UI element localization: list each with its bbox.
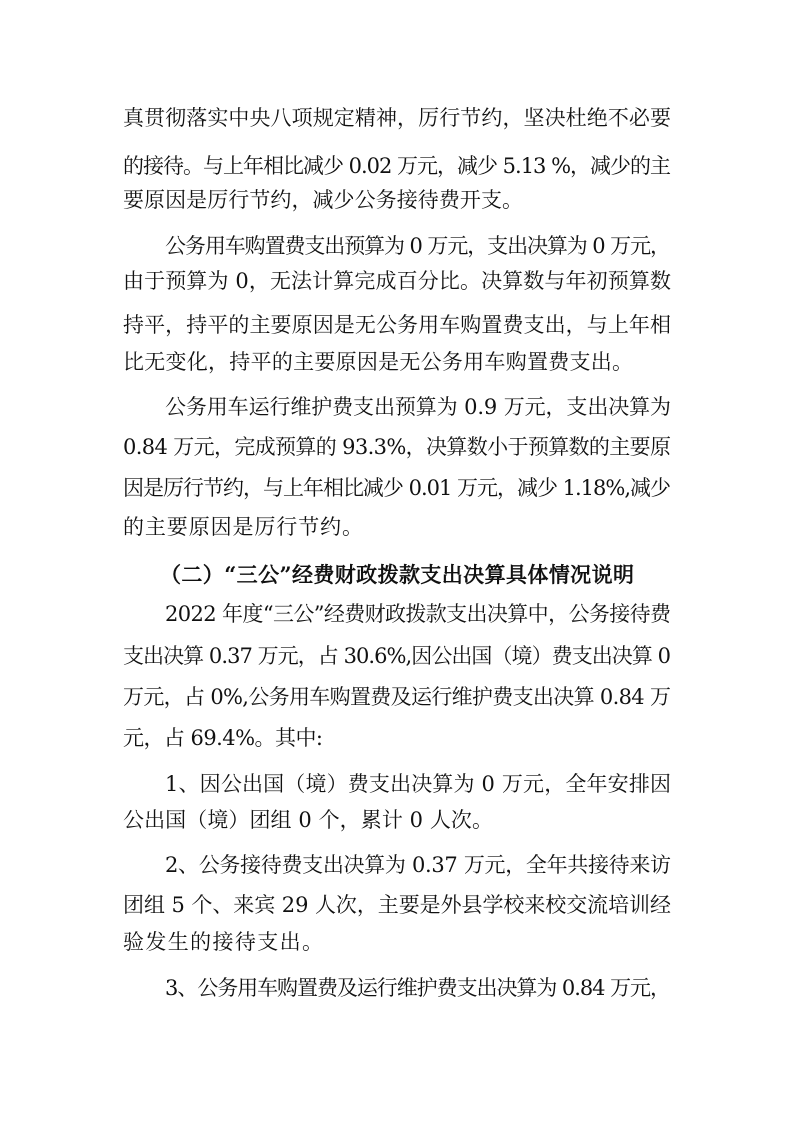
- text-line-18: 2、公务接待费支出决算为 0.37 万元，全年共接待来访: [165, 853, 671, 877]
- text-line-8: 公务用车运行维护费支出预算为 0.9 万元，支出决算为: [165, 395, 671, 419]
- text-line-5: 由于预算为 0，无法计算完成百分比。决算数与年初预算数: [123, 269, 672, 293]
- text-line-13: 支出决算 0.37 万元，占 30.6%,因公出国（境）费支出决算 0: [123, 644, 671, 668]
- text-line-6: 持平，持平的主要原因是无公务用车购置费支出，与上年相: [123, 313, 672, 337]
- text-line-10: 因是厉行节约，与上年相比减少 0.01 万元，减少 1.18%,减少: [123, 476, 670, 500]
- text-line-7: 比无变化，持平的主要原因是无公务用车购置费支出。: [123, 350, 634, 374]
- text-line-21: 3、公务用车购置费及运行维护费支出决算为 0.84 万元，: [165, 976, 670, 1000]
- text-line-1: 真贯彻落实中央八项规定精神，厉行节约，坚决杜绝不必要: [123, 106, 672, 130]
- text-line-12: 2022 年度“三公”经费财政拨款支出决算中，公务接待费: [165, 602, 671, 626]
- text-line-15: 元，占 69.4%。其中:: [123, 726, 323, 750]
- text-line-20: 验发生的接待支出。: [123, 930, 325, 954]
- text-line-2: 的接待。与上年相比减少 0.02 万元，减少 5.13 %，减少的主: [123, 154, 670, 178]
- text-line-17: 公出国（境）团组 0 个，累计 0 人次。: [123, 808, 494, 832]
- text-line-4: 公务用车购置费支出预算为 0 万元，支出决算为 0 万元，: [165, 234, 670, 258]
- text-line-16: 1、因公出国（境）费支出决算为 0 万元，全年安排因: [165, 772, 672, 796]
- text-line-19: 团组 5 个、来宾 29 人次，主要是外县学校来校交流培训经: [123, 893, 671, 917]
- text-line-3: 要原因是厉行节约，减少公务接待费开支。: [123, 188, 524, 212]
- text-line-14: 万元，占 0%,公务用车购置费及运行维护费支出决算 0.84 万: [123, 685, 671, 709]
- section-heading: （二）“三公”经费财政拨款支出决算具体情况说明: [160, 562, 635, 587]
- text-line-9: 0.84 万元，完成预算的 93.3%，决算数小于预算数的主要原: [123, 435, 671, 459]
- text-line-11: 的主要原因是厉行节约。: [123, 515, 364, 539]
